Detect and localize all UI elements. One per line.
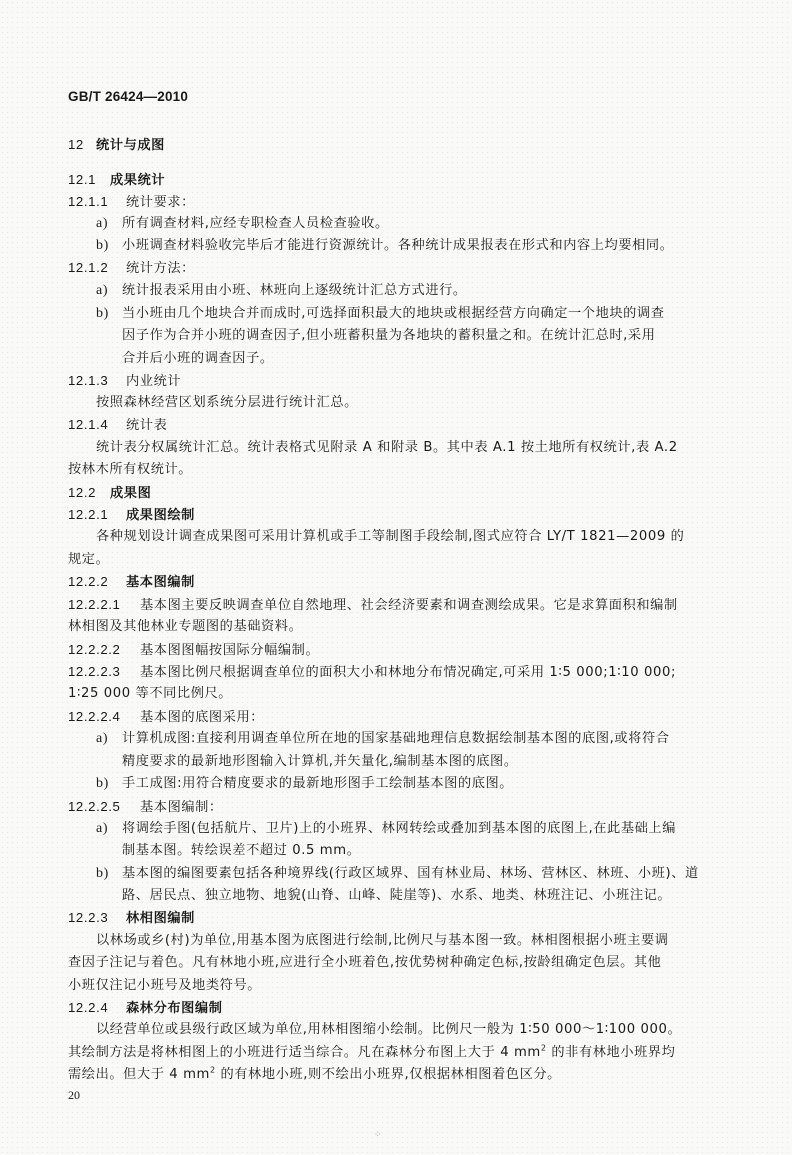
clause-text: 基本图主要反映调查单位自然地理、社会经济要素和调查测绘成果。它是求算面积和编制: [140, 598, 678, 613]
clause-text: 基本图图幅按国际分幅编制。: [140, 643, 320, 658]
paragraph-continuation: 1∶25 000 等不同比例尺。: [68, 686, 233, 701]
text-part: 的有林地小班,则不绘出小班界,仅根据林相图着色区分。: [215, 1067, 561, 1082]
section-title: 基本图编制: [126, 575, 195, 590]
clause-text: 基本图编制：: [140, 800, 223, 815]
list-text: 所有调查材料,应经专职检查人员检查验收。: [122, 216, 389, 231]
section-number: 12.2.2.1: [68, 597, 121, 612]
list-continuation: 因子作为合并小班的调查因子,但小班蓄积量为各地块的蓄积量之和。在统计汇总时,采用: [122, 328, 656, 343]
list-item-b: [96, 864, 699, 884]
standard-number-header: GB/T 26424—2010: [68, 89, 189, 104]
list-marker: b): [96, 776, 109, 791]
section-title: 成果统计: [110, 173, 166, 188]
section-heading-12-1-3: [68, 371, 181, 392]
section-title: 统计与成图: [96, 138, 165, 153]
section-title: 内业统计: [126, 374, 182, 389]
section-heading-12-2-2: [68, 572, 195, 593]
list-text: 基本图的编图要素包括各种境界线(行政区域界、国有林业局、林场、营林区、林班、小班)、道: [122, 866, 699, 881]
section-heading-12-1-1: [68, 192, 195, 213]
section-number: 12.2.4: [68, 1000, 109, 1015]
list-item-a: [96, 729, 670, 749]
section-number: 12.1.4: [68, 417, 109, 432]
clause-text: 基本图比例尺根据调查单位的面积大小和林地分布情况确定,可采用 1∶5 000;1∶10 000;: [140, 665, 677, 680]
list-item-b: [96, 774, 513, 794]
section-heading-12-1: [68, 170, 165, 191]
text-part: 的非有林地小班界均: [546, 1045, 676, 1060]
section-title: 成果图绘制: [126, 508, 195, 523]
paragraph: 各种规划设计调查成果图可采用计算机或手工等制图手段绘制,图式应符合 LY/T 1821—2009 的: [96, 529, 685, 544]
list-text: 计算机成图:直接利用调查单位所在地的国家基础地理信息数据绘制基本图的底图,或将符合: [122, 731, 670, 746]
section-number: 12.1.3: [68, 373, 109, 388]
list-text: 当小班由几个地块合并而成时,可选择面积最大的地块或根据经营方向确定一个地块的调查: [122, 306, 665, 321]
list-marker: b): [96, 306, 109, 321]
section-number: 12: [68, 137, 84, 152]
list-text: 统计报表采用由小班、林班向上逐级统计汇总方式进行。: [122, 283, 467, 298]
paragraph-continuation: 小班仅注记小班号及地类符号。: [68, 978, 262, 993]
paragraph: 统计表分权属统计汇总。统计表格式见附录 A 和附录 B。其中表 A.1 按土地所有权统计,表 A.2: [96, 440, 678, 455]
list-marker: a): [96, 731, 109, 746]
list-item-a: [96, 214, 389, 234]
section-heading-12-2-1: [68, 505, 195, 526]
section-title: 统计方法：: [126, 261, 195, 276]
paragraph-continuation: 林相图及其他林业专题图的基础资料。: [68, 619, 303, 634]
list-continuation: 合并后小班的调查因子。: [122, 351, 274, 366]
section-title: 成果图: [110, 486, 152, 501]
section-heading-12-2-4: [68, 998, 223, 1019]
section-heading-12-2: [68, 483, 151, 504]
paragraph: 以经营单位或县级行政区域为单位,用林相图缩小绘制。比例尺一般为 1∶50 000～1∶100 000。: [96, 1022, 682, 1037]
list-continuation: 路、居民点、独立地物、地貌(山脊、山峰、陡崖等)、水系、地类、林班注记、小班注记。: [122, 888, 672, 903]
section-heading-12-1-2: [68, 258, 195, 279]
clause-12-2-2-3: [68, 662, 676, 683]
clause-text: 基本图的底图采用：: [140, 710, 265, 725]
section-heading-12-2-3: [68, 908, 195, 929]
list-continuation: 精度要求的最新地形图输入计算机,并矢量化,编制基本图的底图。: [122, 754, 518, 769]
list-item-a: [96, 281, 467, 301]
list-text: 将调绘手图(包括航片、卫片)上的小班界、林网转绘或叠加到基本图的底图上,在此基础上编: [122, 821, 676, 836]
list-item-b: [96, 236, 674, 256]
paragraph: 以林场或乡(村)为单位,用基本图为底图进行绘制,比例尺与基本图一致。林相图根据小班主要调: [96, 933, 669, 948]
list-marker: b): [96, 238, 109, 253]
paragraph-continuation: 按林木所有权统计。: [68, 462, 193, 477]
paragraph-continuation: [68, 1065, 561, 1085]
list-marker: a): [96, 821, 109, 836]
section-title: 统计要求：: [126, 195, 195, 210]
superscript: 2: [540, 1043, 547, 1053]
paragraph: 按照森林经营区划系统分层进行统计汇总。: [96, 395, 358, 410]
section-title: 林相图编制: [126, 911, 195, 926]
list-marker: b): [96, 866, 109, 881]
list-text: 手工成图:用符合精度要求的最新地形图手工绘制基本图的底图。: [122, 776, 514, 791]
section-number: 12.2.2.2: [68, 642, 121, 657]
list-continuation: 制基本图。转绘误差不超过 0.5 mm。: [122, 843, 361, 858]
section-number: 12.1: [68, 172, 97, 187]
section-number: 12.2: [68, 485, 97, 500]
clause-12-2-2-4: [68, 707, 264, 728]
list-text: 小班调查材料验收完毕后才能进行资源统计。各种统计成果报表在形式和内容上均要相同。: [122, 238, 674, 253]
section-number: 12.1.2: [68, 260, 109, 275]
section-title: 统计表: [126, 418, 168, 433]
section-number: 12.2.2: [68, 574, 109, 589]
section-number: 12.2.2.5: [68, 799, 121, 814]
paragraph-continuation: [68, 1043, 675, 1063]
clause-12-2-2-5: [68, 797, 223, 818]
section-number: 12.1.1: [68, 194, 109, 209]
list-item-a: [96, 819, 676, 839]
list-marker: a): [96, 216, 109, 231]
clause-12-2-2-2: [68, 640, 319, 661]
section-number: 12.2.3: [68, 910, 109, 925]
superscript: 2: [209, 1065, 216, 1075]
section-number: 12.2.2.4: [68, 709, 121, 724]
text-part: 其绘制方法是将林相图上的小班进行适当综合。凡在森林分布图上大于 4 mm: [68, 1045, 541, 1060]
section-heading-12: [68, 135, 165, 156]
section-number: 12.2.1: [68, 507, 109, 522]
section-title: 森林分布图编制: [126, 1001, 223, 1016]
section-number: 12.2.2.3: [68, 664, 121, 679]
scan-artifact-icon: ⁘: [374, 1130, 382, 1140]
page-number: 20: [68, 1088, 80, 1102]
list-marker: a): [96, 283, 109, 298]
text-part: 需绘出。但大于 4 mm: [68, 1067, 210, 1082]
list-item-b: [96, 304, 665, 324]
clause-12-2-2-1: [68, 595, 678, 616]
paragraph-continuation: 查因子注记与着色。凡有林地小班,应进行全小班着色,按优势树种确定色标,按龄组确定色层。其他: [68, 955, 662, 970]
paragraph-continuation: 规定。: [68, 552, 110, 567]
section-heading-12-1-4: [68, 415, 167, 436]
